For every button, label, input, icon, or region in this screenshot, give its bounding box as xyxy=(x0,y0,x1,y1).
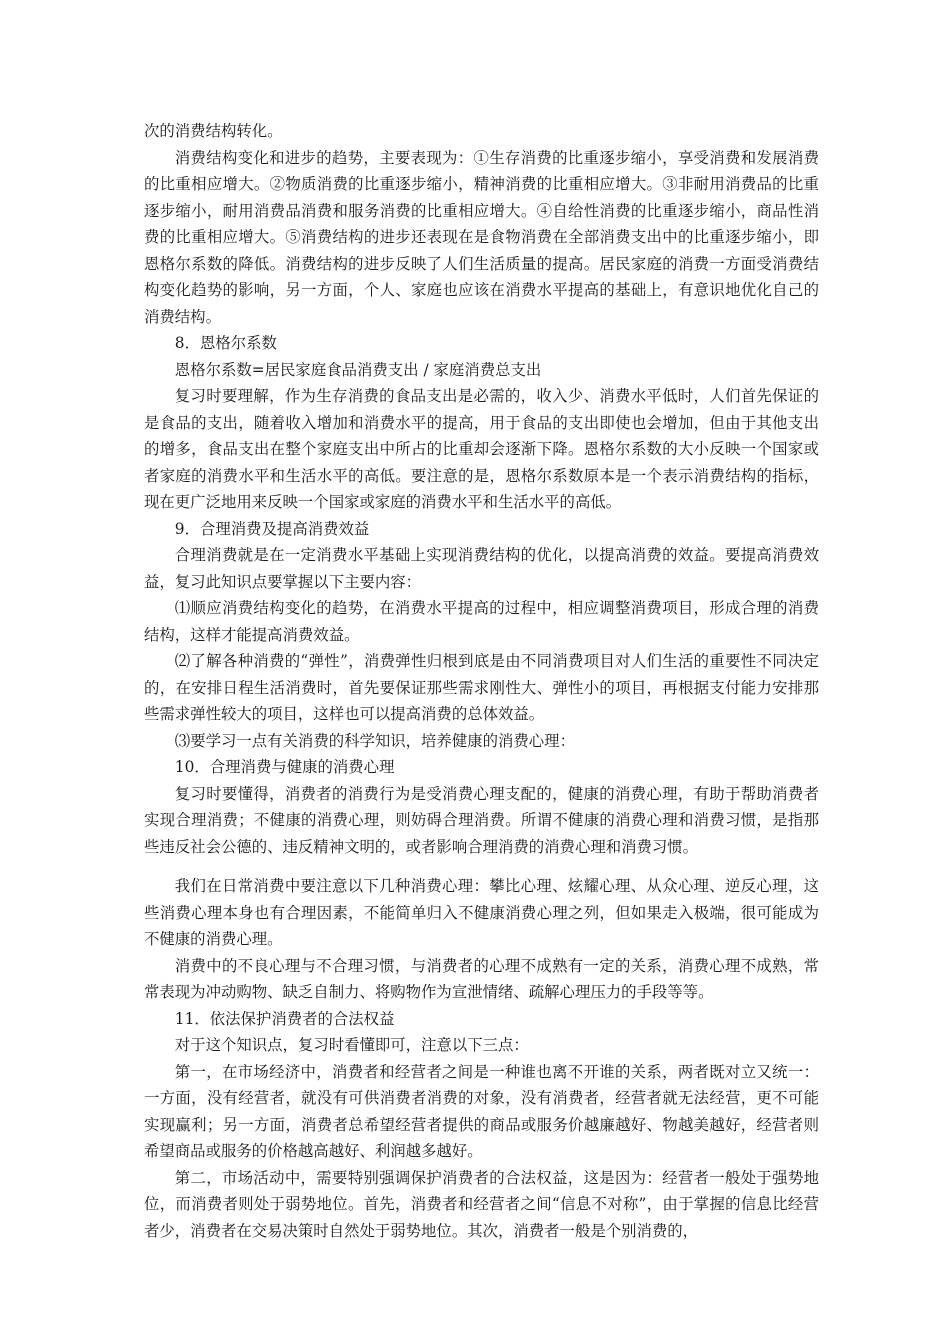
list-item-3: ⑶要学习一点有关消费的科学知识，培养健康的消费心理： xyxy=(174,731,575,750)
paragraph-rational-consumption: 合理消费就是在一定消费水平基础上实现消费结构的优化，以提高消费的效益。要提高消费效益，复习此知识点要掌握以下主要内容： xyxy=(144,546,819,591)
paragraph-immature-psychology: 消费中的不良心理与不合理习惯，与消费者的心理不成熟有一定的关系，消费心理不成熟，常常表现为冲动购物、缺乏自制力、将购物作为宣泄情绪、疏解心理压力的手段等等。 xyxy=(144,956,819,1001)
paragraph-engel-explanation: 复习时要理解，作为生存消费的食品支出是必需的，收入少、消费水平低时，人们首先保证的是食品的支出，随着收入增加和消费水平的提高，用于食品的支出即使也会增加，但由于其他支出的增多，食品支出在整个家庭支出中所占的比重却会逐渐下降。恩格尔系数的大小反映一个国家或者家庭的消费水平和生活水平的高低。要注意的是，恩格尔系数原本是一个表示消费结构的指标，现在更广泛地用来反映一个国家或家庭的消费水平和生活水平的高低。 xyxy=(144,387,819,511)
list-item-1: ⑴顺应消费结构变化的趋势，在消费水平提高的过程中，相应调整消费项目，形成合理的消费结构，这样才能提高消费效益。 xyxy=(144,599,819,644)
section-heading-10: 10．合理消费与健康的消费心理 xyxy=(174,758,395,776)
section-heading-8: 8．恩格尔系数 xyxy=(174,334,277,352)
paragraph-point-2: 第二，市场活动中，需要特别强调保护消费者的合法权益，这是因为：经营者一般处于强势地位，而消费者则处于弱势地位。首先，消费者和经营者之间“信息不对称”，由于掌握的信息比经营者少，消费者在交易决策时自然处于弱势地位。其次，消费者一般是个别消费的， xyxy=(144,1168,819,1240)
paragraph-consumer-psychology: 复习时要懂得，消费者的消费行为是受消费心理支配的，健康的消费心理，有助于帮助消费者实现合理消费；不健康的消费心理，则妨碍合理消费。所谓不健康的消费心理和消费习惯，是指那些违反社会公德的、违反精神文明的，或者影响合理消费的消费心理和消费习惯。 xyxy=(144,784,819,856)
paragraph-consumption-trends: 消费结构变化和进步的趋势，主要表现为：①生存消费的比重逐步缩小，享受消费和发展消费的比重相应增大。②物质消费的比重逐步缩小，精神消费的比重相应增大。③非耐用消费品的比重逐步缩小，耐用消费品消费和服务消费的比重相应增大。④自给性消费的比重逐步缩小，商品性消费的比重相应增大。⑤消费结构的进步还表现在是食物消费在全部消费支出中的比重逐步缩小，即恩格尔系数的降低。消费结构的进步反映了人们生活质量的提高。居民家庭的消费一方面受消费结构变化趋势的影响，另一方面，个人、家庭也应该在消费水平提高的基础上，有意识地优化自己的消费结构。 xyxy=(144,148,819,326)
section-heading-9: 9．合理消费及提高消费效益 xyxy=(174,519,370,538)
section-heading-11: 11．依法保护消费者的合法权益 xyxy=(174,1009,395,1028)
paragraph-three-points-intro: 对于这个知识点，复习时看懂即可，注意以下三点： xyxy=(174,1036,529,1054)
document-page xyxy=(144,118,819,1244)
paragraph-continuation: 次的消费结构转化。 xyxy=(144,122,283,140)
list-item-2: ⑵了解各种消费的“弹性”，消费弹性归根到底是由不同消费项目对人们生活的重要性不同决定的，在安排日程生活消费时，首先要保证那些需求刚性大、弹性小的项目，再根据支付能力安排那些需求弹性较大的项目，这样也可以提高消费的总体效益。 xyxy=(144,652,819,723)
paragraph-point-1: 第一，在市场经济中，消费者和经营者之间是一种谁也离不开谁的关系，两者既对立又统一：一方面，没有经营者，就没有可供消费者消费的对象，没有消费者，经营者就无法经营，更不可能实现赢利；另一方面，消费者总希望经营者提供的商品或服务价越廉越好、物越美越好，经营者则希望商品或服务的价格越高越好、利润越多越好。 xyxy=(144,1062,819,1160)
paragraph-psychology-types: 我们在日常消费中要注意以下几种消费心理：攀比心理、炫耀心理、从众心理、逆反心理，这些消费心理本身也有合理因素，不能简单归入不健康消费心理之列，但如果走入极端，很可能成为不健康的消费心理。 xyxy=(144,877,819,948)
engel-formula: 恩格尔系数=居民家庭食品消费支出 / 家庭消费总支出 xyxy=(174,360,542,379)
